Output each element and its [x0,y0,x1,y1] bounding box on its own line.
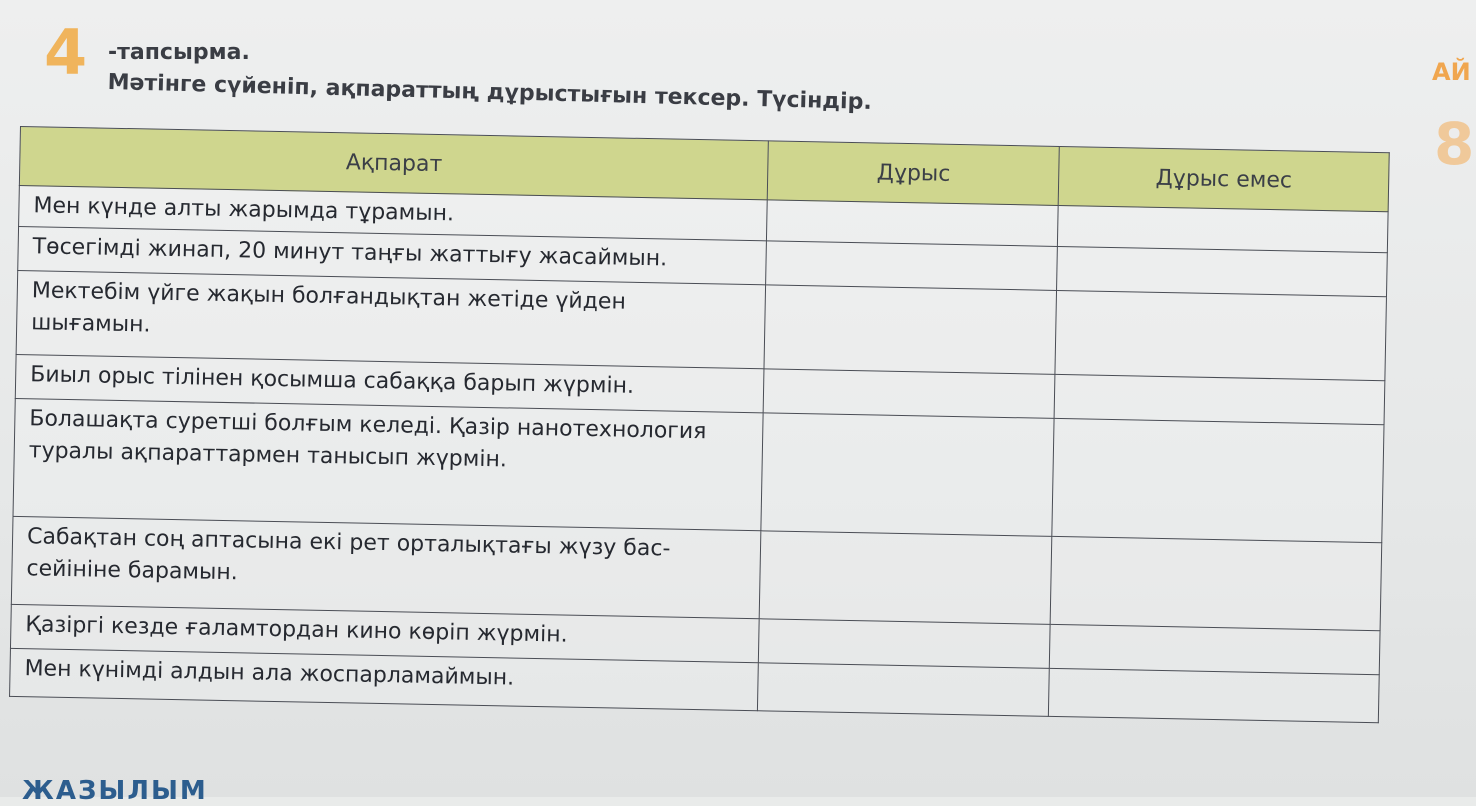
correct-cell[interactable] [764,369,1056,419]
correct-cell[interactable] [759,619,1051,669]
header-correct: Дұрыс [768,141,1060,206]
correct-cell[interactable] [761,413,1054,537]
incorrect-cell[interactable] [1050,624,1381,674]
information-table [9,126,1390,723]
side-heading: АЙ [1432,58,1471,86]
correct-cell[interactable] [758,663,1050,717]
header-information: Ақпарат [19,127,768,200]
incorrect-cell[interactable] [1050,536,1381,630]
information-table-wrapper [8,126,1400,770]
header-incorrect: Дұрыс емес [1058,146,1389,211]
task-instruction: Мәтінге сүйеніп, ақпараттың дұрыстығын тексер. Түсіндір. [107,70,873,115]
incorrect-cell[interactable] [1052,418,1384,542]
correct-cell[interactable] [766,241,1058,291]
row-statement: Мен күнде алты жарымда тұрамын. [19,185,768,240]
side-number: 8 [1434,110,1475,178]
row-statement: Төсегімді жинап, 20 минут таңғы жаттығу жасаймын. [18,226,767,284]
correct-cell[interactable] [764,285,1056,375]
task-label: -тапсырма. [108,40,250,65]
row-statement: Мектебім үйге жақын болғандықтан жетіде үйден шығамын. [16,270,766,368]
row-statement: Қазіргі кезде ғаламтордан кино көріп жүрмін. [10,604,759,662]
row-statement: Мен күнімді алдын ала жоспарламаймын. [10,648,759,710]
row-statement: Биыл орыс тілінен қосымша сабаққа барып жүрмін. [15,354,764,412]
incorrect-cell[interactable] [1055,290,1386,380]
correct-cell[interactable] [767,200,1059,247]
correct-cell[interactable] [760,531,1052,625]
incorrect-cell[interactable] [1054,374,1385,424]
incorrect-cell[interactable] [1049,668,1380,722]
bottom-section-heading: ЖАЗЫЛЫМ [22,776,208,806]
task-number: 4 [44,16,88,89]
incorrect-cell[interactable] [1058,205,1388,252]
row-statement: Сабақтан соң аптасына екі рет орталықтағы жүзу бас-сейініне барамын. [11,516,761,618]
row-statement: Болашақта суретші болғым келеді. Қазір нанотехнология туралы ақпараттармен танысып жүрмін. [13,398,764,530]
incorrect-cell[interactable] [1057,246,1388,296]
